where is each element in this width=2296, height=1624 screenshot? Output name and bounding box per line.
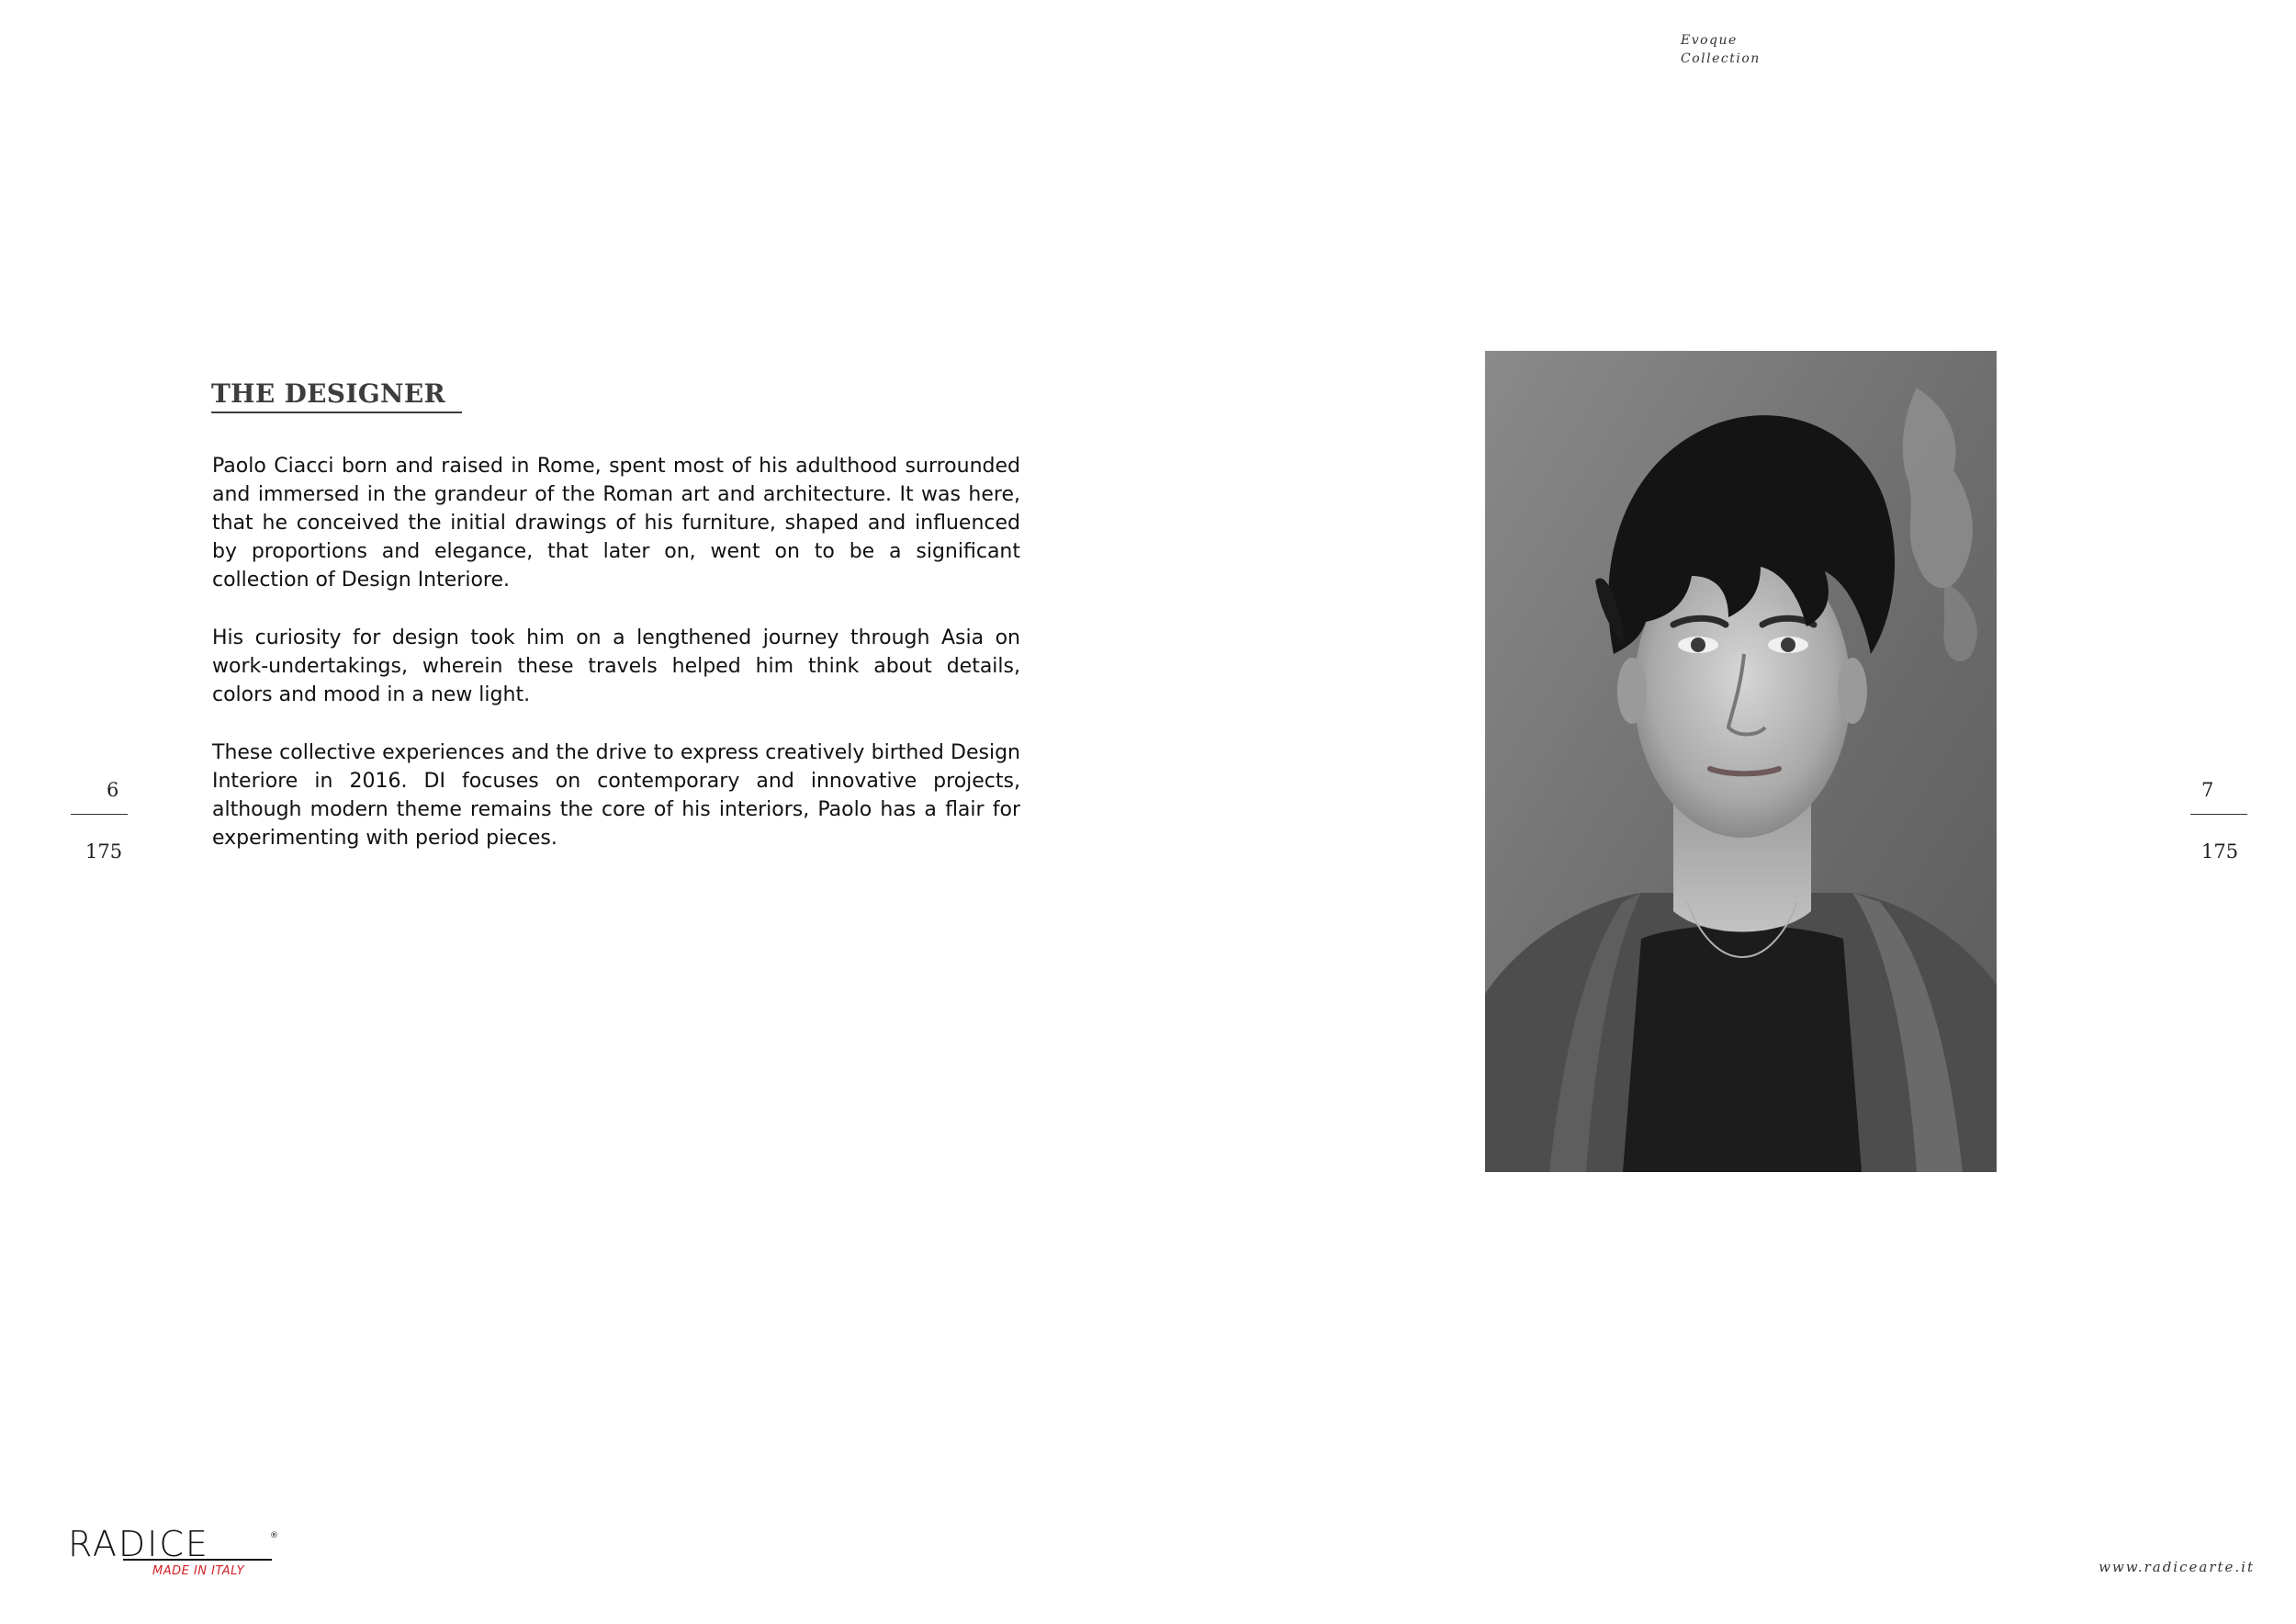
logo-mark (68, 1527, 279, 1578)
bio-paragraph-3: These collective experiences and the drive to express creatively birthed Design Interiore in 2016. DI focuses on contemporary and innovative projects, although modern theme remains the core of his interiors, Paolo has a flair for experimenting with period pieces. (212, 741, 1020, 850)
right-page-number: 7 (2201, 779, 2214, 801)
collection-name: Evoque (1681, 33, 1738, 48)
radice-logo (68, 1527, 279, 1578)
collection-label (1681, 31, 1761, 68)
left-page-divider (71, 814, 128, 815)
right-page-divider (2190, 814, 2247, 815)
bio-paragraph-1: Paolo Ciacci born and raised in Rome, spent most of his adulthood surrounded and immersed in the grandeur of the Roman art and architecture. It was here, that he conceived the initial drawings of his furniture, shaped and influenced by proportions and elegance, that later on, went on to be a significant collection of Design Interiore. (212, 455, 1020, 592)
left-page-number: 6 (107, 779, 119, 801)
website-url: www.radicearte.it (2099, 1559, 2255, 1575)
portrait-illustration (1485, 351, 1997, 1172)
page-title: THE DESIGNER (211, 378, 462, 413)
logo-subtext: MADE IN ITALY (152, 1564, 245, 1578)
right-page-total: 175 (2201, 840, 2239, 863)
section-heading (211, 378, 462, 413)
left-page-total: 175 (85, 840, 123, 863)
designer-portrait-photo (1485, 351, 1997, 1172)
registered-icon: ® (270, 1531, 278, 1540)
collection-word: Collection (1681, 51, 1761, 66)
logo-wordmark: RADICE (68, 1527, 209, 1564)
designer-bio (212, 452, 1020, 882)
bio-paragraph-2: His curiosity for design took him on a lengthened journey through Asia on work-undertakings, wherein these travels helped him think about details, colors and mood in a new light. (212, 626, 1020, 706)
